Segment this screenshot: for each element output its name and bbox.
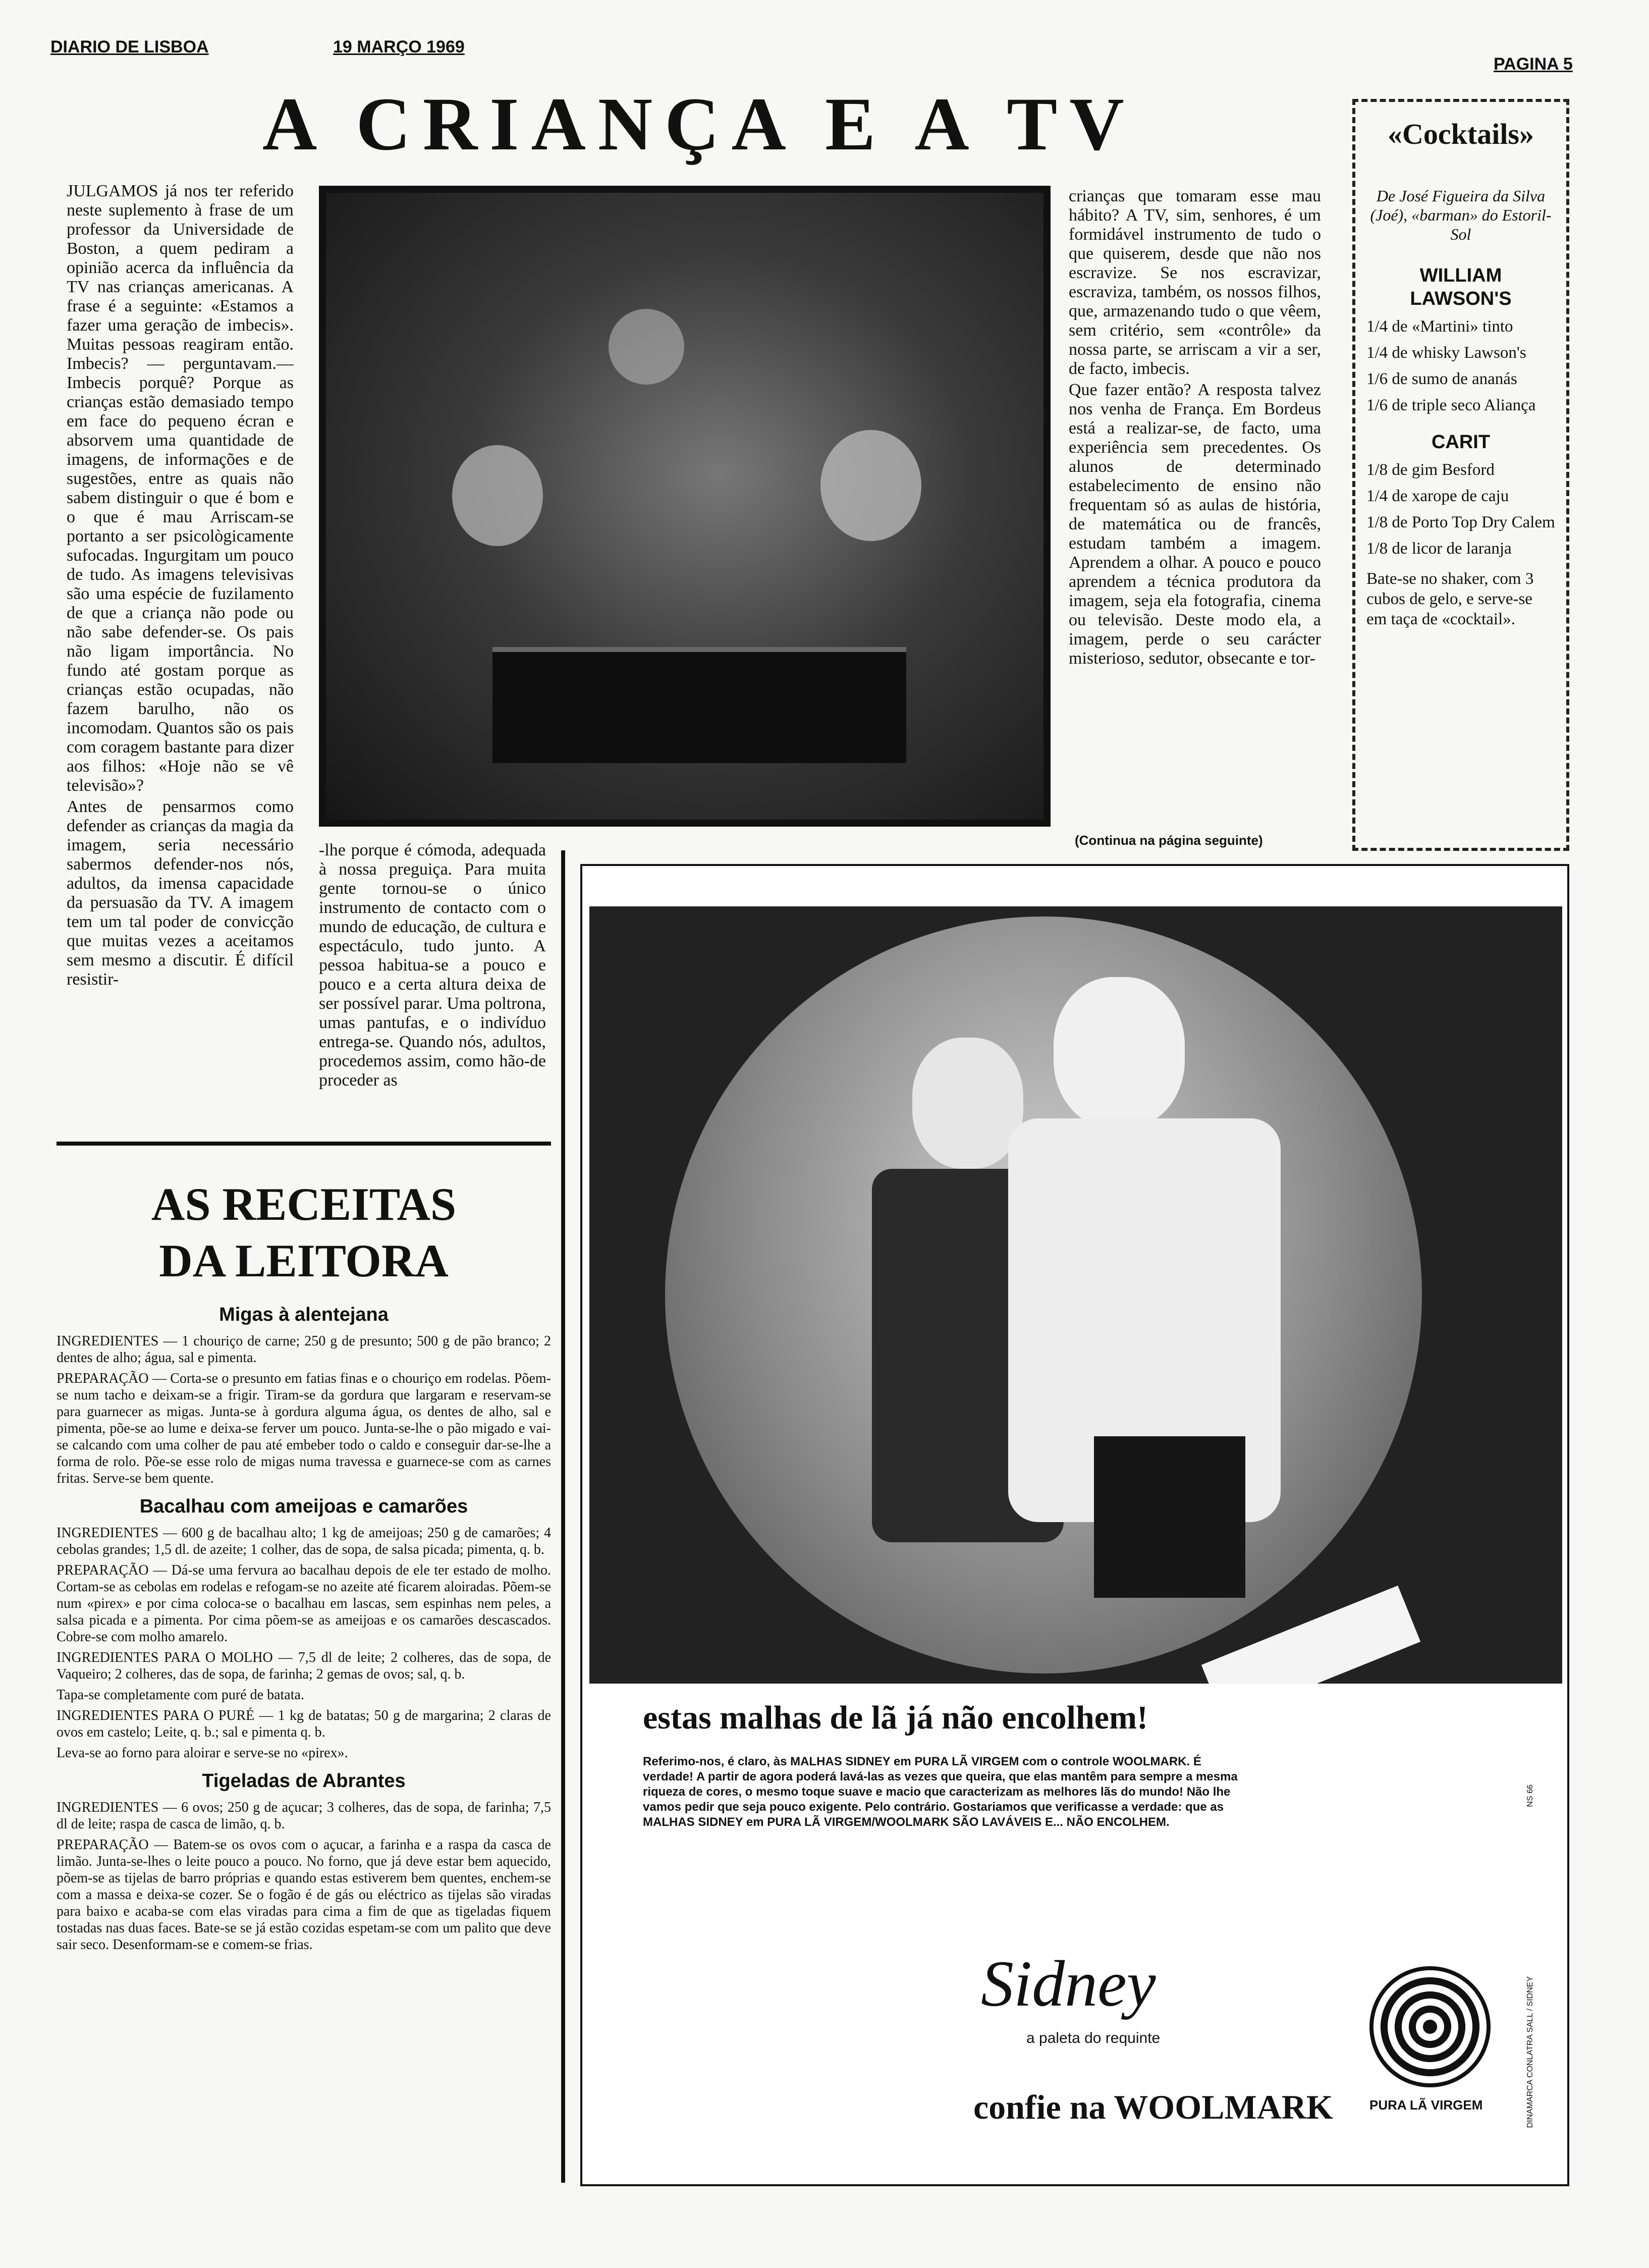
cocktail-ingredient: 1/8 de Porto Top Dry Calem bbox=[1366, 513, 1555, 531]
recipe-name: CARIT bbox=[1431, 431, 1491, 453]
cocktail-ingredient: 1/4 de whisky Lawson's bbox=[1366, 344, 1526, 362]
recipe-title: Migas à alentejana bbox=[219, 1304, 389, 1325]
child-face bbox=[820, 430, 921, 541]
sidney-advertisement bbox=[580, 864, 1569, 2186]
cocktail-instructions: Bate-se no shaker, com 3 cubos de gelo, e serve-se em taça de «cocktail». bbox=[1366, 570, 1534, 628]
page-number: PAGINA 5 bbox=[1494, 55, 1573, 74]
recipe-step: Leva-se ao forno para aloirar e serve-se no «pirex». bbox=[57, 1745, 348, 1761]
recipe-puree-ingredients: INGREDIENTES PARA O PURÉ — 1 kg de batatas; 50 g de margarina; 2 claras de ovos em castelo; Leite, q. b.; sal e pimenta q. b. bbox=[57, 1708, 551, 1740]
recipes-section bbox=[57, 1176, 551, 1957]
continued-note: (Continua na página seguinte) bbox=[1075, 833, 1263, 848]
cocktail-ingredient: 1/8 de licor de laranja bbox=[1366, 539, 1512, 558]
children-tv-photo bbox=[319, 186, 1051, 827]
cocktail-ingredient: 1/6 de sumo de ananás bbox=[1366, 370, 1517, 388]
tv-screen bbox=[492, 647, 906, 763]
masthead-paper: DIARIO DE LISBOA bbox=[50, 37, 209, 57]
recipe-ingredients: INGREDIENTES — 600 g de bacalhau alto; 1 kg de ameijoas; 250 g de camarões; 4 cebolas grandes; 1,5 dl. de azeite; 1 colher, das de sopa, de salsa picada; pimenta, q. b. bbox=[57, 1525, 551, 1557]
cocktail-ingredient: 1/8 de gim Besford bbox=[1366, 461, 1495, 479]
recipe-title: Tigeladas de Abrantes bbox=[202, 1770, 406, 1792]
article-paragraph: Que fazer então? A resposta talvez nos venha de França. Em Bordeus está a realizar-se, de facto, uma experiência sem precedentes. Os alunos de determinado estabelecimento de ensino não frequentam só as aulas de história, de matemática ou de francês, estudam também a imagem. Aprendem a olhar. A pouco e pouco aprendem a técnica produtora da imagem, seja ela fotografia, cinema ou televisão. Deste modo ela, a imagem, perde o seu carácter misterioso, sedutor, obsecante e tor- bbox=[1069, 381, 1321, 668]
woman-skirt bbox=[1094, 1436, 1245, 1598]
article-paragraph: crianças que tomaram esse mau hábito? A TV, sim, senhores, é um formidável instrumento de tudo o que quiserem, desde que não nos escravize. Se nos escravizar, escraviza, também, os nossos filhos, que, armazenando tudo o que vêem, sem critério, sem «contrôle» da nossa parte, se arriscam a vir a ser, de facto, imbecis. bbox=[1069, 187, 1321, 378]
ad-code: NS 66 bbox=[1526, 1785, 1534, 1807]
recipe-preparation: PREPARAÇÃO — Dá-se uma fervura ao bacalhau depois de ele ter estado de molho. Cortam-se as cebolas em rodelas e refogam-se no azeite até ficarem aloiradas. Põem-se num «pirex» e por cima coloca-se o bacalhau em lascas, sem espinhas nem peles, a salsa picada e a pimenta. Por cima põem-se as ameijoas e os camarões descascados. Cobre-se com molho amarelo. bbox=[57, 1562, 551, 1645]
woolmark-logo-icon bbox=[1369, 1966, 1491, 2087]
recipe-step: Tapa-se completamente com puré de batata. bbox=[57, 1687, 304, 1703]
cocktails-sidebar bbox=[1352, 99, 1569, 851]
pura-la-virgem-label: PURA LÃ VIRGEM bbox=[1369, 2097, 1483, 2113]
recipe-ingredients: INGREDIENTES — 1 chouriço de carne; 250 g de presunto; 500 g de pão branco; 2 dentes de alho; água, sal e pimenta. bbox=[57, 1333, 551, 1366]
cocktail-ingredient: 1/4 de «Martini» tinto bbox=[1366, 317, 1513, 336]
section-divider bbox=[57, 1142, 551, 1146]
sidney-logo: Sidney bbox=[981, 1948, 1156, 2020]
cocktails-author: De José Figueira da Silva (Joé), «barman» do Estoril-Sol bbox=[1370, 187, 1552, 243]
recipes-title-line-2: DA LEITORA bbox=[159, 1235, 449, 1286]
recipe-preparation: PREPARAÇÃO — Batem-se os ovos com o açucar, a farinha e a raspa da casca de limão. Junta-se-lhes o leite pouco a pouco. No forno, que já deve estar bem aquecido, põem-se as tijelas de barro próprias e quando estas estiverem bem quentes, enchem-se com a massa e deixa-se cozer. Se o fogão é de gás ou eléctrico as tijelas são viradas para baixo e acaba-se com elas viradas para cima a fim de que as tigeladas fiquem tostadas nas duas faces. Bate-se se já estão cozidas espetam-se com um palito que deve sair seco. Desenformam-se e comem-se frias. bbox=[57, 1837, 551, 1953]
cocktail-ingredient: 1/6 de triple seco Aliança bbox=[1366, 396, 1536, 414]
woolmark-slogan: confie na WOOLMARK bbox=[973, 2088, 1333, 2126]
article-headline: A CRIANÇA E A TV bbox=[262, 82, 1136, 166]
ad-tagline: a paleta do requinte bbox=[1026, 2030, 1161, 2046]
recipe-title: Bacalhau com ameijoas e camarões bbox=[139, 1496, 468, 1517]
man-figure bbox=[912, 1038, 1023, 1169]
ad-photo bbox=[589, 906, 1562, 1684]
recipe-sauce-ingredients: INGREDIENTES PARA O MOLHO — 7,5 dl de leite; 2 colheres, das de sopa, de Vaqueiro; 2 colheres, das de sopa, de farinha; 2 gemas de ovos; sal, q. b. bbox=[57, 1650, 551, 1682]
child-face bbox=[609, 309, 684, 385]
cocktail-ingredient: 1/4 de xarope de caju bbox=[1366, 487, 1509, 505]
article-paragraph: JULGAMOS já nos ter referido neste suplemento à frase de um professor da Universidade de Boston, a quem pediram a opinião acerca da influência da TV nas crianças americanas. A frase é a seguinte: «Estamos a fazer uma geração de imbecis». Muitas pessoas reagiram então. Imbecis? — perguntavam.—Imbecis porquê? Porque as crianças estão demasiado tempo em face do pequeno écran e absorvem uma quantidade de imagens, de informações e de sugestões, entre as quais não sabem distinguir o que é bom e o que é mau Arriscam-se portanto a ser psicològicamente sufocadas. Ingurgitam um pouco de tudo. As imagens televisivas são uma espécie de fuzilamento de que a criança não pode ou não sabe defender-se. Os pais não ligam importância. No fundo até gostam porque as crianças estão ocupadas, não fazem barulho, não os incomodam. Quantos são os pais com coragem bastante para dizer aos filhos: «Hoje não se vê televisão»? bbox=[67, 182, 294, 795]
recipes-title-line-1: AS RECEITAS bbox=[151, 1178, 457, 1230]
article-paragraph: -lhe porque é cómoda, adequada à nossa preguiça. Para muita gente tornou-se o único instrumento de contacto com o mundo de educação, de cultura e espectáculo, tudo junto. A pessoa habitua-se a pouco e pouco e a certa altura deixa de ser possível parar. Uma poltrona, umas pantufas, e o indivíduo entrega-se. Quando nós, adultos, procedemos assim, como hão-de proceder as bbox=[319, 841, 546, 1090]
article-column-1 bbox=[67, 182, 294, 1141]
article-column-2 bbox=[319, 841, 546, 1133]
article-paragraph: Antes de pensarmos como defender as crianças da magia da imagem, seria necessário sabermos defender-nos nós, adultos, da imensa capacidade da persuasão da TV. A imagem tem um tal poder de convicção que muitas vezes a aceitamos sem mesmo a discutir. É difícil resistir- bbox=[67, 797, 294, 989]
recipe-preparation: PREPARAÇÃO — Corta-se o presunto em fatias finas e o chouriço em rodelas. Põem-se num tacho e deixam-se a frigir. Tiram-se da gordura que largaram e reservam-se para guarnecer as migas. Junta-se à gordura alguma água, os dentes de alho, sal e pimenta, põe-se ao lume e deixa-se ferver um pouco. Junta-se-lhe o pão migado e vai-se calcando com uma colher de pau até embeber todo o caldo e conseguir dar-se-lhe a forma de rolo. Põe-se esse rolo de migas numa travessa e guarnece-se com as carnes fritas. Serve-se bem quente. bbox=[57, 1371, 551, 1486]
cocktails-title: «Cocktails» bbox=[1388, 118, 1534, 150]
masthead-date: 19 MARÇO 1969 bbox=[333, 37, 465, 57]
recipe-name: WILLIAM LAWSON'S bbox=[1410, 265, 1512, 309]
ad-headline: estas malhas de lã já não encolhem! bbox=[643, 1699, 1148, 1736]
recipe-ingredients: INGREDIENTES — 6 ovos; 250 g de açucar; 3 colheres, das de sopa, de farinha; 7,5 dl de leite; raspa de casca de limão, q. b. bbox=[57, 1800, 551, 1832]
woman-figure bbox=[1054, 977, 1185, 1128]
article-column-3 bbox=[1069, 187, 1321, 828]
column-rule bbox=[561, 850, 565, 2183]
child-face bbox=[452, 445, 543, 546]
ad-body-text: Referimo-nos, é claro, às MALHAS SIDNEY em PURA LÃ VIRGEM com o controle WOOLMARK. É verdade! A partir de agora poderá lavá-las as vezes que queira, que elas mantêm para sempre a mesma riqueza de cores, o mesmo toque suave e macio que caracterizam as melhores lãs do mundo! Não lhe vamos pedir que seja pouco exigente. Pelo contrário. Gostariamos que verificasse a verdade: que as MALHAS SIDNEY em PURA LÃ VIRGEM/WOOLMARK SÃO LAVÁVEIS E... NÃO ENCOLHEM. bbox=[643, 1755, 1238, 1829]
ad-credit: DINAMARCA CONLATRA SALL / SIDNEY bbox=[1526, 1976, 1534, 2128]
